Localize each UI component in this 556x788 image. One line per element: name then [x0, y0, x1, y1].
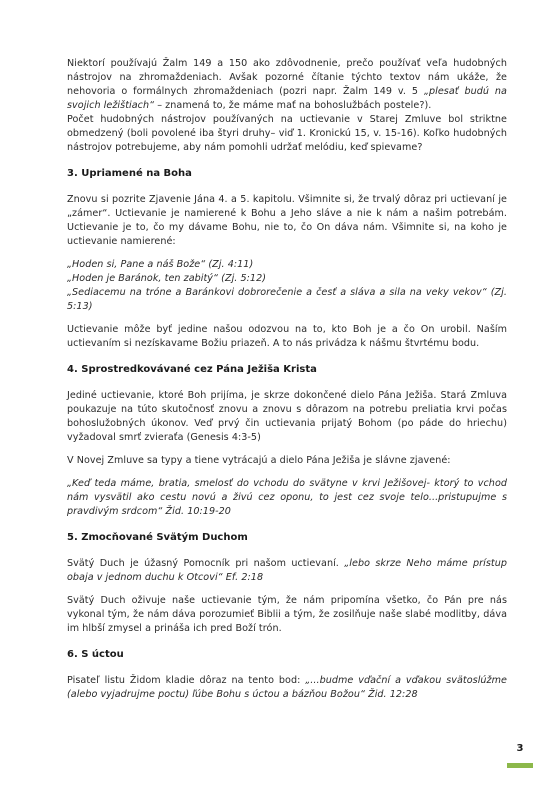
intro-text: Niektorí používajú Žalm 149 a 150 ako zdôvodnenie, prečo používať veľa hudobných nástrojov na zhromaždeniach. Avšak pozorné čítanie týchto textov nám ukáže, že nehovoria o formálnych zhromaždeniach (pozri napr. Žalm 149 v. 5	[67, 58, 507, 97]
hebrews-quote: „...budme vďační a vďakou svätoslúžme (alebo vyjadrujme poctu) ľúbe Bohu s úctou a bázňou Božou“ Žid. 12:28	[67, 675, 507, 700]
section-3-quote-3: „Sediacemu na tróne a Baránkovi dobrorečenie a česť a sláva a sila na veky vekov“ (Zj. 5:13)	[67, 287, 507, 312]
page-number: 3	[516, 743, 524, 754]
section-5-paragraph-2: Svätý Duch oživuje naše uctievanie tým, že nám pripomína všetko, čo Pán pre nás vykonal tým, že nám dáva porozumieť Biblii a tým, že zosilňuje naše slabé modlitby, dáva im hlbší zmysel a prináša ich pred Boží trón.	[67, 595, 507, 634]
page-body	[67, 57, 507, 702]
section-3-quote-1: „Hoden si, Pane a náš Bože“ (Zj. 4:11)	[67, 259, 254, 270]
intro-paragraph-1	[67, 57, 507, 113]
section-3-heading: 3. Upriamené na Boha	[67, 168, 192, 179]
section-4-paragraph-2: V Novej Zmluve sa typy a tiene vytrácajú a dielo Pána Ježiša je slávne zjavené:	[67, 455, 451, 466]
section-6-paragraph-1	[67, 674, 507, 702]
psalm-quote: „plesať budú na svojich ležištiach“	[67, 86, 507, 111]
section-3-quote-2: „Hoden je Baránok, ten zabitý“ (Zj. 5:12)	[67, 273, 267, 284]
section-3-paragraph-2: Uctievanie môže byť jedine našou odozvou na to, kto Boh je a čo On urobil. Naším uctievaním si nezískavame Božiu priazeň. A to nás privádza k nášmu štvrtému bodu.	[67, 324, 507, 349]
section-4-quote: „Keď teda máme, bratia, smelosť do vchodu do svätyne v krvi Ježišovej- ktorý to vchod nám vysvätil ako cestu novú a živú cez oponu, to jest cez svoje telo...pristupujme s pravdivým srdcom“ Žid. 10:19-20	[67, 478, 507, 517]
section-6-heading: 6. S úctou	[67, 649, 124, 660]
section-6-lead: Pisateľ listu Židom kladie dôraz na tento bod:	[67, 675, 306, 686]
page-number-accent-bar	[507, 763, 533, 768]
section-3-paragraph-1: Znovu si pozrite Zjavenie Jána 4. a 5. kapitolu. Všimnite si, že trvalý dôraz pri uctievaní je „zámer“. Uctievanie je namierené k Bohu a Jeho sláve a nie k nám a našim potrebám. Uctievanie je to, čo my dávame Bohu, nie to, čo On dáva nám. Všimnite si, na koho je uctievanie namierené:	[67, 194, 507, 247]
ephesians-quote: „lebo skrze Neho máme prístup obaja v jednom duchu k Otcovi“ Ef. 2:18	[67, 558, 507, 583]
section-4-heading: 4. Sprostredkovávané cez Pána Ježiša Krista	[67, 364, 317, 375]
section-5-lead: Svätý Duch je úžasný Pomocník pri našom uctievaní.	[67, 558, 345, 569]
section-4-paragraph-1: Jediné uctievanie, ktoré Boh prijíma, je skrze dokončené dielo Pána Ježiša. Stará Zmluva poukazuje na túto skutočnosť znovu a znovu s dôrazom na potrebu preliatia krvi počas bohoslužobných úkonov. Veď prvý čin uctievania prijatý Bohom (po páde do hriechu) vyžadoval smrť zvieraťa (Genesis 4:3-5)	[67, 390, 507, 443]
section-5-paragraph-1	[67, 557, 507, 585]
intro-tail: – znamená to, že máme mať na bohoslužbách postele?).	[154, 100, 432, 111]
intro-paragraph-2: Počet hudobných nástrojov používaných na uctievanie v Starej Zmluve bol striktne obmedzený (boli povolené iba štyri druhy– viď 1. Kronickú 15, v. 15-16). Koľko hudobných nástrojov potrebujeme, aby nám pomohli udržať melódiu, keď spievame?	[67, 114, 507, 153]
section-5-heading: 5. Zmocňované Svätým Duchom	[67, 532, 248, 543]
